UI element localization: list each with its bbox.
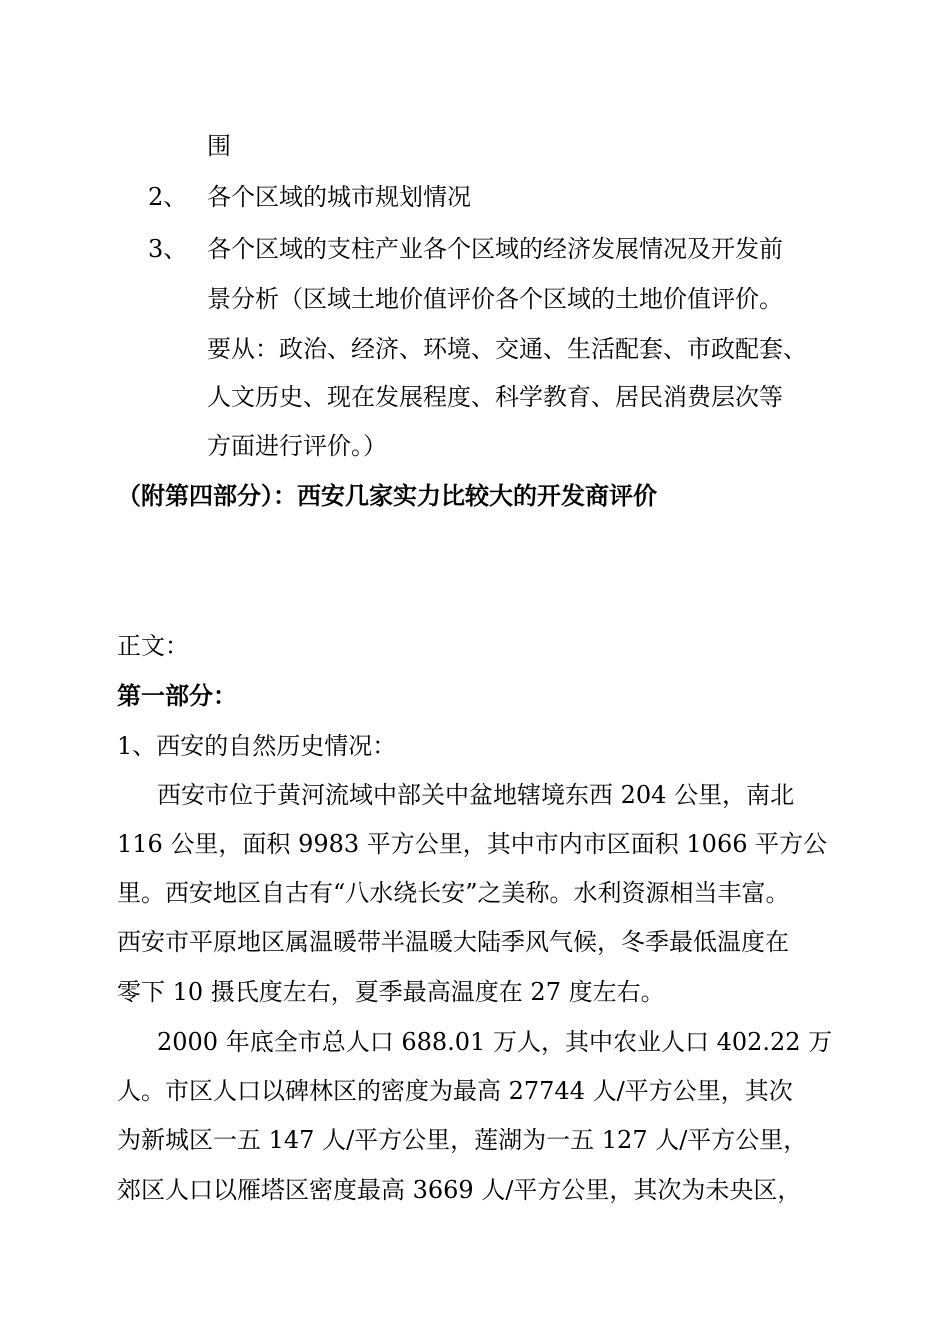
paragraph-1-line: 西安市位于黄河流域中部关中盆地辖境东西 204 公里，南北: [157, 781, 795, 809]
list-item-3-number: 3、: [148, 235, 188, 263]
list-item-3-line: 要从：政治、经济、环境、交通、生活配套、市政配套、: [207, 335, 807, 363]
paragraph-1-line: 里。西安地区自古有“八水绕长安”之美称。水利资源相当丰富。: [117, 879, 790, 907]
list-item-3-line: 方面进行评价。）: [207, 432, 387, 460]
list-item-3-line: 人文历史、现在发展程度、科学教育、居民消费层次等: [207, 383, 783, 411]
appendix-heading: （附第四部分）：西安几家实力比较大的开发商评价: [117, 481, 657, 510]
list-item-3-line: 各个区域的支柱产业各个区域的经济发展情况及开发前: [207, 235, 783, 263]
section-1-heading: 1、西安的自然历史情况：: [117, 732, 397, 760]
paragraph-2-line: 为新城区一五 147 人/平方公里，莲湖为一五 127 人/平方公里，: [117, 1126, 808, 1154]
paragraph-1-line: 西安市平原地区属温暖带半温暖大陆季风气候，冬季最低温度在: [117, 928, 789, 956]
paragraph-1-line: 116 公里，面积 9983 平方公里，其中市内市区面积 1066 平方公: [117, 830, 828, 858]
paragraph-1-line: 零下 10 摄氏度左右，夏季最高温度在 27 度左右。: [117, 978, 665, 1006]
list-item-3-line: 景分析（区域土地价值评价各个区域的土地价值评价。: [207, 285, 783, 313]
list-item-2-number: 2、: [148, 183, 188, 211]
list-item-1-continuation: 围: [207, 132, 231, 160]
body-label: 正文：: [117, 632, 189, 660]
paragraph-2-line: 2000 年底全市总人口 688.01 万人，其中农业人口 402.22 万: [157, 1028, 833, 1056]
paragraph-2-line: 人。市区人口以碑林区的密度为最高 27744 人/平方公里，其次: [117, 1077, 793, 1105]
part-one-heading: 第一部分：: [117, 681, 237, 710]
paragraph-2-line: 郊区人口以雁塔区密度最高 3669 人/平方公里，其次为未央区，: [117, 1176, 802, 1204]
list-item-2-text: 各个区域的城市规划情况: [207, 183, 471, 211]
